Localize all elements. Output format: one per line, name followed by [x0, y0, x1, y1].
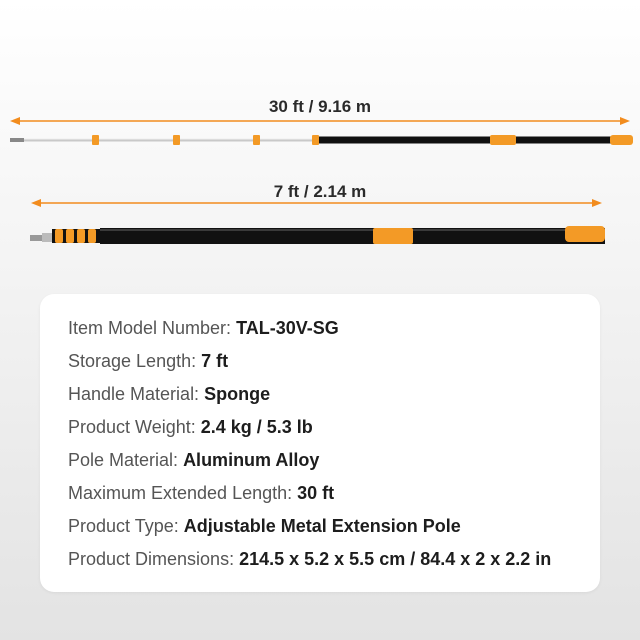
spec-label: Pole Material:: [68, 450, 184, 470]
spec-card: [40, 294, 600, 592]
spec-value: Aluminum Alloy: [183, 450, 320, 470]
spec-value: 7 ft: [201, 351, 229, 371]
spec-row-max-length: [68, 483, 334, 504]
spec-row-dimensions: [68, 549, 551, 570]
storage-length-label: 7 ft / 2.14 m: [273, 182, 367, 201]
spec-label: Product Type:: [68, 516, 184, 536]
storage-dimension-arrow: [31, 199, 602, 207]
spec-row-model: [68, 318, 339, 339]
spec-row-storage-length: [68, 351, 228, 372]
extended-pole: [10, 135, 633, 145]
extended-dimension-arrow: [10, 117, 630, 125]
spec-value: 2.4 kg / 5.3 lb: [200, 417, 313, 437]
spec-label: Product Weight:: [68, 417, 201, 437]
spec-row-weight: [68, 417, 313, 438]
spec-label: Storage Length:: [68, 351, 202, 371]
spec-label: Handle Material:: [68, 384, 205, 404]
spec-row-product-type: [68, 516, 461, 537]
spec-value: Sponge: [204, 384, 271, 404]
spec-value: TAL-30V-SG: [236, 318, 339, 338]
extended-length-label: 30 ft / 9.16 m: [268, 97, 372, 116]
spec-value: Adjustable Metal Extension Pole: [183, 516, 461, 536]
spec-row-handle-material: [68, 384, 270, 405]
pole-illustration: [0, 0, 640, 300]
spec-label: Item Model Number:: [68, 318, 237, 338]
spec-label: Product Dimensions:: [68, 549, 240, 569]
spec-value: 30 ft: [297, 483, 335, 503]
spec-label: Maximum Extended Length:: [68, 483, 298, 503]
spec-row-pole-material: [68, 450, 319, 471]
storage-pole: [30, 226, 605, 244]
spec-value: 214.5 x 5.2 x 5.5 cm / 84.4 x 2 x 2.2 in: [239, 549, 552, 569]
